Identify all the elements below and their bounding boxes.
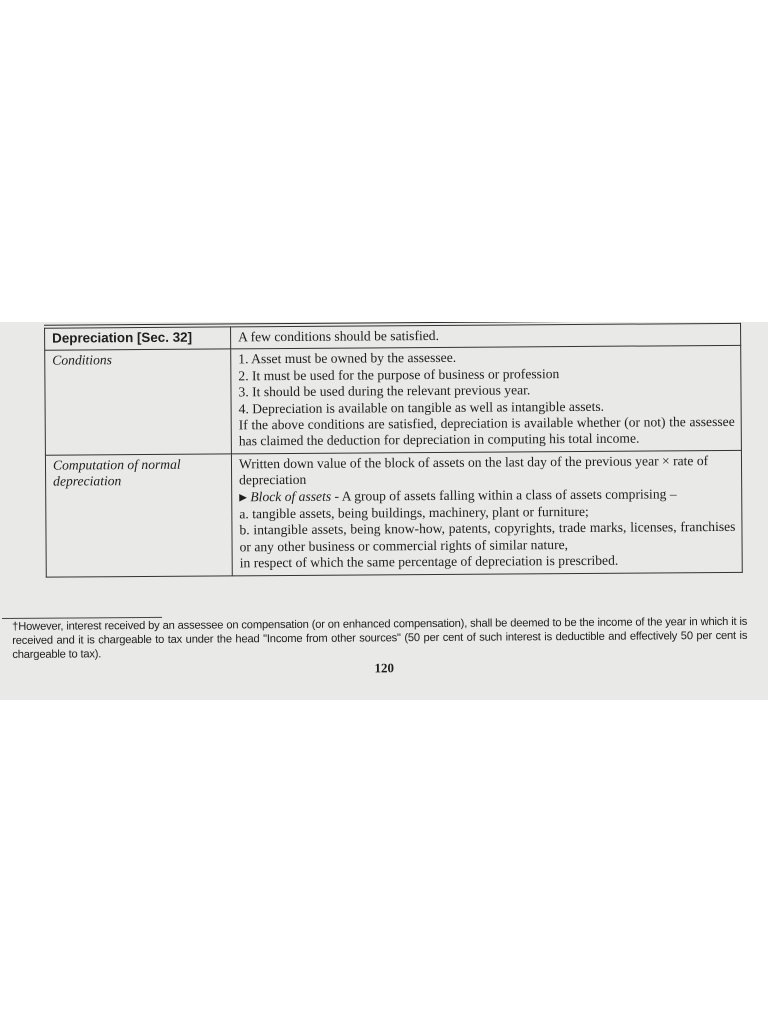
conditions-cell — [231, 346, 742, 454]
condition-item-1: 1. Asset must be owned by the assessee. — [238, 350, 457, 367]
table-row-conditions — [45, 346, 742, 455]
header-label-cell — [45, 327, 231, 351]
page-number: 120 — [374, 660, 394, 676]
conditions-label-cell — [45, 349, 232, 455]
computation-tail: in respect of which the same percentage of depreciation is prescribed. — [239, 552, 619, 571]
block-of-assets-definition — [239, 486, 735, 507]
conditions-note: If the above conditions are satisfied, depreciation is available whether (or not) the assessee has claimed the deduction for depreciation in computing his total income. — [238, 413, 735, 449]
block-of-assets-term: Block of assets — [250, 488, 332, 504]
condition-item-3: 3. It should be used during the relevant previous year. — [238, 382, 531, 400]
condition-item-2: 2. It must be used for the purpose of business or profession — [238, 365, 560, 384]
book-page — [0, 322, 768, 700]
page-content — [0, 322, 768, 700]
computation-label-cell — [45, 454, 232, 577]
header-text: A few conditions should be satisfied. — [238, 327, 440, 345]
computation-cell — [231, 450, 742, 575]
asset-item-a: a. tangible assets, being buildings, machinery, plant or furniture; — [239, 503, 589, 522]
block-of-assets-text: - A group of assets falling within a class of assets comprising – — [331, 485, 677, 504]
triangle-bullet-icon: ▶ — [239, 491, 247, 503]
header-label: Depreciation [Sec. 32] — [52, 329, 193, 346]
computation-formula: Written down value of the block of assets on the last day of the previous year × rate of depreciation — [238, 452, 709, 488]
conditions-label: Conditions — [52, 352, 112, 369]
depreciation-table — [44, 323, 743, 578]
footnote: †However, interest received by an assessee on compensation (or on enhanced compensation), shall be deemed to be the income of the year in which it is received and it is chargeable to tax under the head "Income from other sources" (50 per cent of such interest is deductible and effectively 50 per cent is chargeable to tax). — [12, 615, 748, 661]
condition-item-4: 4. Depreciation is available on tangible as well as intangible assets. — [238, 398, 605, 416]
asset-item-b: b. intangible assets, being know-how, patents, copyrights, trade marks, licenses, franchises or any other business or commercial rights of similar nature, — [239, 519, 736, 555]
computation-label: Computation of normal depreciation — [52, 456, 181, 489]
table-row-computation — [45, 450, 742, 577]
